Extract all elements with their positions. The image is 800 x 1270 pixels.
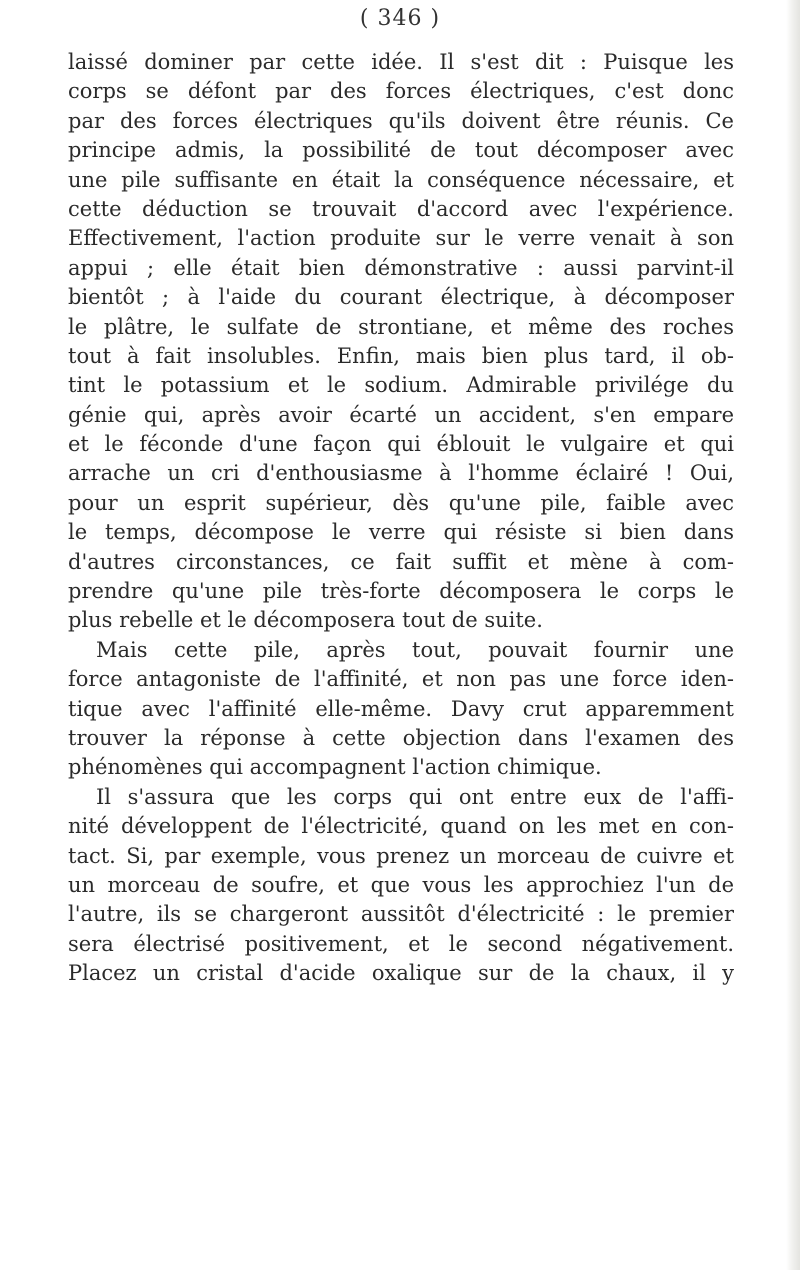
text-line: nité développent de l'électricité, quand on les met en con- [68,814,734,839]
text-line: d'autres circonstances, ce fait suffit et mène à com- [68,549,734,574]
text-line: sera électrisé positivement, et le second négativement. [68,931,734,956]
paragraph-start-line: Mais cette pile, après tout, pouvait fournir une [96,637,734,662]
text-line: cette déduction se trouvait d'accord avec l'expérience. [68,196,734,221]
text-line: génie qui, après avoir écarté un accident, s'en empare [68,402,734,427]
text-line: laissé dominer par cette idée. Il s'est dit : Puisque les [68,50,734,74]
text-line: principe admis, la possibilité de tout décomposer avec [68,138,734,163]
text-line: tout à fait insolubles. Enfin, mais bien plus tard, il ob- [68,343,734,368]
text-line: Effectivement, l'action produite sur le verre venait à son [68,226,734,251]
text-line: tact. Si, par exemple, vous prenez un morceau de cuivre et [68,843,734,868]
text-line: l'autre, ils se chargeront aussitôt d'électricité : le premier [68,902,734,927]
page-number: ( 346 ) [359,6,441,31]
text-line: le plâtre, le sulfate de strontiane, et même des roches [68,314,734,339]
text-line: trouver la réponse à cette objection dans l'examen des [68,725,734,750]
paragraph-start-line: Il s'assura que les corps qui ont entre eux de l'affi- [96,784,734,809]
text-line: plus rebelle et le décomposera tout de suite. [68,608,543,633]
text-line: le temps, décompose le verre qui résiste si bien dans [68,520,734,545]
text-line: tique avec l'affinité elle-même. Davy crut apparemment [68,696,734,721]
text-line: arrache un cri d'enthousiasme à l'homme éclairé ! Oui, [68,461,734,486]
body-text [68,48,734,989]
text-line: bientôt ; à l'aide du courant électrique, à décomposer [68,285,734,310]
text-line: force antagoniste de l'affinité, et non pas une force iden- [68,667,734,692]
text-line: appui ; elle était bien démonstrative : aussi parvint-il [68,255,734,280]
text-line: corps se défont par des forces électriques, c'est donc [68,79,734,104]
text-line: et le féconde d'une façon qui éblouit le vulgaire et qui [68,432,734,457]
text-line: pour un esprit supérieur, dès qu'une pile, faible avec [68,490,734,515]
page-edge-shadow [786,0,800,1270]
text-line: un morceau de soufre, et que vous les approchiez l'un de [68,872,734,897]
text-line: par des forces électriques qu'ils doivent être réunis. Ce [68,108,734,133]
text-line: prendre qu'une pile très-forte décomposera le corps le [68,579,734,604]
text-line: une pile suffisante en était la conséquence nécessaire, et [68,167,734,192]
text-line: tint le potassium et le sodium. Admirable privilége du [68,373,734,398]
text-line: phénomènes qui accompagnent l'action chimique. [68,755,602,780]
text-line: Placez un cristal d'acide oxalique sur de la chaux, il y [68,961,734,986]
